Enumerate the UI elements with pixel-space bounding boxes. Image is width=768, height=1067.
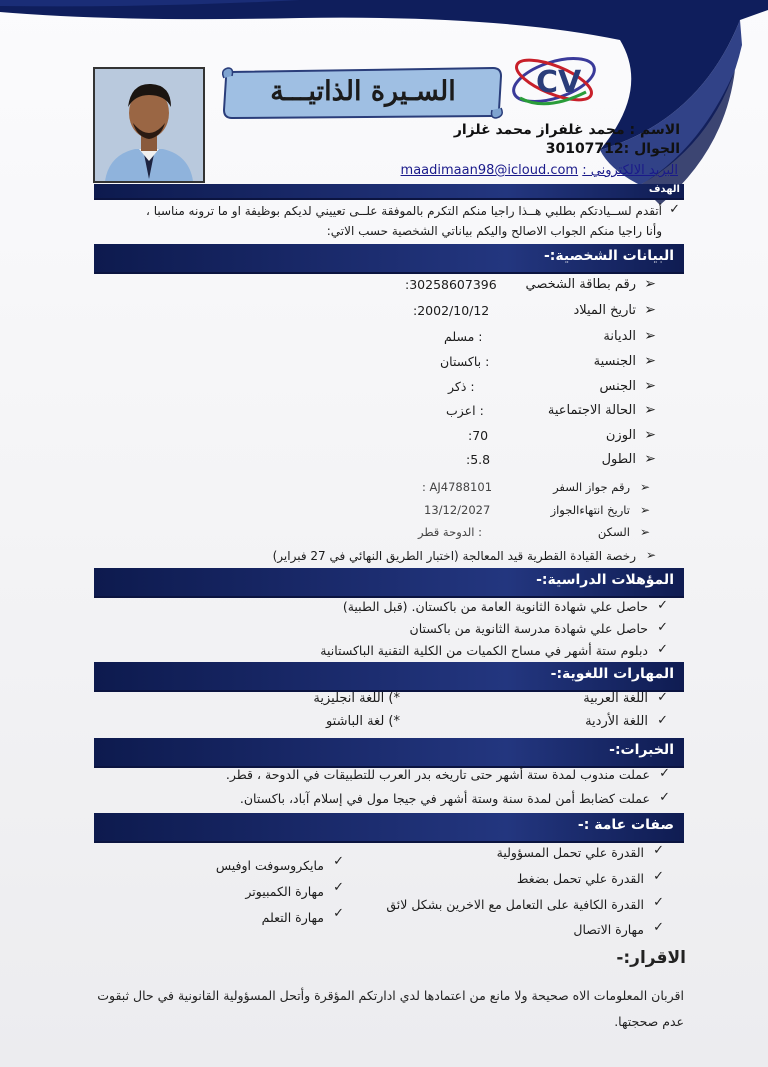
check-icon: ✓ (659, 790, 670, 805)
arrow-icon: ➢ (644, 378, 656, 394)
objective-title: الهدف (648, 184, 680, 195)
arrow-icon: ➢ (639, 525, 650, 539)
language-item: *) لغة الباشتو (325, 714, 400, 729)
arrow-icon: ➢ (639, 480, 650, 494)
arrow-icon: ➢ (644, 451, 656, 467)
personal-value: 30258607396: (405, 277, 497, 292)
check-icon: ✓ (659, 766, 670, 781)
personal-title: البيانات الشخصية:- (544, 248, 674, 264)
personal-label: الجنس (599, 379, 636, 394)
personal-label: الحالة الاجتماعية (547, 403, 636, 418)
education-item: حاصل علي شهادة الثانوية العامة من باكستان. (قبل الطبية) (342, 599, 648, 614)
cv-logo-icon (506, 42, 602, 114)
check-icon: ✓ (657, 690, 668, 705)
traits-band (94, 813, 684, 843)
personal-value: : اعزب (446, 403, 484, 418)
trait-item: مهارة الاتصال (573, 922, 644, 937)
person-icon (95, 69, 203, 181)
trait-item: القدرة الكافية على التعامل مع الاخرين بشكل لائق (386, 897, 644, 912)
check-icon: ✓ (657, 598, 668, 613)
personal-label: الجنسية (593, 354, 636, 369)
skill-item: مهارة التعلم (261, 910, 324, 925)
contact-name: الاسم : محمد غلفراز محمد غلزار (453, 122, 680, 138)
contact-mobile: الجوال :30107712 (545, 141, 680, 157)
personal-label: السكن (597, 525, 630, 539)
objective-line-1: أتقدم لســيادتكم بطلبي هــذا راجيا منكم التكرم بالموفقة علــى تعييني لديكم بوظيفة او ما ترونه مناسبا ، (146, 204, 662, 218)
arrow-icon: ➢ (645, 548, 656, 562)
personal-label: الديانة (603, 329, 636, 344)
objective-line-2: وأنا راجيا منكم الجواب الاصالح واليكم بياناتي الشخصية حسب الاتي: (326, 224, 662, 238)
arrow-icon: ➢ (644, 302, 656, 318)
email-label: البريد الالكتروني : (582, 163, 678, 178)
objective-band (94, 184, 684, 200)
skill-item: مايكروسوفت اوفيس (215, 858, 324, 873)
languages-title: المهارات اللغوية:- (550, 666, 674, 682)
check-icon: ✓ (333, 880, 344, 895)
language-item: اللغة العربية (583, 691, 648, 706)
personal-value: AJ4788101 : (422, 480, 493, 494)
experience-item: عملت مندوب لمدة ستة أشهر حتى تاريخه بدر العرب للتطبيقات في الدوحة ، قطر. (225, 767, 650, 782)
arrow-icon: ➢ (644, 328, 656, 344)
check-icon: ✓ (653, 843, 664, 858)
education-title: المؤهلات الدراسية:- (536, 572, 674, 588)
personal-value: 2002/10/12: (413, 303, 490, 318)
check-icon: ✓ (653, 920, 664, 935)
trait-item: القدرة علي تحمل المسؤولية (496, 845, 644, 860)
check-icon: ✓ (669, 202, 680, 217)
personal-value: : الدوحة قطر (418, 525, 483, 539)
check-icon: ✓ (657, 620, 668, 635)
traits-title: صفات عامة :- (577, 817, 674, 833)
languages-band (94, 662, 684, 692)
personal-value: : ذكر (448, 379, 475, 394)
check-icon: ✓ (653, 869, 664, 884)
arrow-icon: ➢ (644, 402, 656, 418)
personal-band (94, 244, 684, 274)
check-icon: ✓ (333, 906, 344, 921)
experience-band (94, 738, 684, 768)
language-item: *) اللغة انجليزية (313, 691, 400, 706)
check-icon: ✓ (333, 854, 344, 869)
contact-email-line (401, 163, 678, 178)
personal-value: 70: (468, 428, 489, 443)
personal-label: رقم جواز السفر (553, 480, 630, 494)
trait-item: القدرة علي تحمل بضغط (516, 871, 644, 886)
personal-label: رقم بطاقة الشخصي (525, 277, 636, 292)
email-link[interactable]: maadimaan98@icloud.com (400, 163, 579, 178)
experience-title: الخبرات:- (609, 742, 674, 758)
personal-label: تاريخ انتهاءالجواز (550, 503, 630, 517)
personal-label: الوزن (605, 428, 636, 443)
license-note: رخصة القيادة القطرية قيد المعالجة (اختبار الطريق النهائي في 27 فبراير) (272, 549, 636, 563)
check-icon: ✓ (657, 713, 668, 728)
personal-value: 5.8: (466, 452, 491, 467)
arrow-icon: ➢ (644, 353, 656, 369)
personal-value: 13/12/2027 (424, 503, 491, 517)
acknowledgement-title: الاقرار:- (616, 948, 686, 968)
profile-photo (93, 67, 205, 183)
skill-item: مهارة الكمبيوتر (245, 884, 324, 899)
arrow-icon: ➢ (644, 276, 656, 292)
education-item: دبلوم ستة أشهر في مساح الكميات من الكلية التقنية الباكستانية (320, 643, 648, 658)
check-icon: ✓ (653, 895, 664, 910)
arrow-icon: ➢ (639, 503, 650, 517)
personal-label: تاريخ الميلاد (573, 303, 636, 318)
check-icon: ✓ (657, 642, 668, 657)
personal-label: الطول (601, 452, 636, 467)
personal-value: : باكستان (440, 354, 490, 369)
experience-item: عملت كضابط أمن لمدة سنة وستة أشهر في جيجا مول في إسلام آباد، باكستان. (239, 791, 650, 806)
svg-text:CV: CV (536, 65, 582, 100)
arrow-icon: ➢ (644, 427, 656, 443)
page-title: السـيرة الذاتيـــة (270, 76, 456, 107)
acknowledgement-text: اقربان المعلومات الاه صحيحة ولا مانع من اعتمادها لدي ادارتكم المؤقرة وأتحل المسؤولية القانونية في حال ثبقوت عدم صحجتها. (97, 988, 684, 1029)
education-item: حاصل علي شهادة مدرسة الثانوية من باكستان (409, 621, 648, 636)
personal-value: : مسلم (444, 329, 483, 344)
language-item: اللغة الأردية (585, 714, 648, 729)
education-band (94, 568, 684, 598)
